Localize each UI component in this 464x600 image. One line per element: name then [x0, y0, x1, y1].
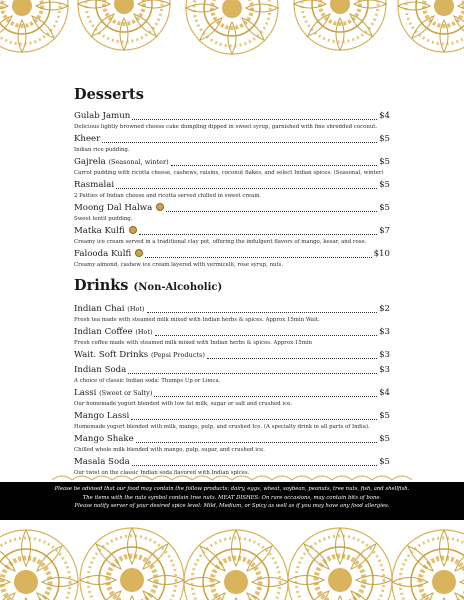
drinks-list — [74, 304, 390, 477]
menu-item — [74, 180, 390, 200]
menu-item — [74, 226, 390, 246]
menu-item-name — [74, 249, 143, 260]
notice-gold-trim — [52, 472, 412, 482]
menu-item-description: Carrot pudding with ricotta cheese, cashews, raisins, coconut flakes, and select Indian spices. (Seasonal, winter) — [74, 170, 384, 176]
menu-item-name-text: Kheer — [74, 134, 101, 144]
menu-item-description: 2 Patties of Indian cheese and ricotta served chilled in sweet cream. — [74, 193, 262, 199]
menu-item-row — [74, 388, 390, 399]
menu-item-row — [74, 249, 390, 260]
menu-item-price: $3 — [379, 327, 390, 337]
menu-item-description: Fresh tea made with steamed milk mixed with Indian herbs & spices. Approx 15min Wait. — [74, 317, 320, 323]
menu-item-price: $4 — [379, 388, 390, 398]
menu-item-name-text: Gulab Jamun — [74, 111, 131, 121]
menu-item-name-text: Falooda Kulfi — [74, 249, 132, 259]
dot-leader — [132, 465, 377, 466]
menu-item — [74, 157, 390, 177]
allergy-notice — [0, 482, 464, 520]
notice-line-3: Please notify server of your desired spice level: Mild, Medium, or Spicy as well as if you may have any food allergies. — [74, 503, 390, 510]
menu-item-row — [74, 350, 390, 361]
menu-item-note: (Pepsi Products) — [150, 351, 205, 359]
dot-leader — [155, 335, 377, 336]
top-ornament-graphic — [0, 0, 464, 62]
menu-item-name — [74, 411, 129, 422]
menu-item-name — [74, 111, 130, 122]
menu-item — [74, 365, 390, 385]
nut-icon — [156, 203, 164, 211]
menu-item-name — [74, 304, 145, 315]
dot-leader — [145, 257, 371, 258]
menu-item-row — [74, 157, 390, 168]
nut-icon — [135, 249, 143, 257]
menu-item-name — [74, 327, 153, 338]
nut-icon — [129, 226, 137, 234]
menu-item-price: $5 — [379, 411, 390, 421]
menu-item-name-text: Indian Coffee — [74, 327, 133, 337]
menu-item-price: $3 — [379, 365, 390, 375]
menu-item-name-text: Mango Shake — [74, 434, 134, 444]
menu-item-note: (Hot) — [135, 328, 153, 336]
menu-item-name — [74, 457, 130, 468]
dot-leader — [166, 211, 377, 212]
drinks-subtitle: (Non-Alcoholic) — [133, 282, 223, 293]
dot-leader — [154, 396, 377, 397]
dot-leader — [136, 442, 377, 443]
menu-item-row — [74, 180, 390, 191]
drinks-title — [74, 277, 390, 296]
menu-item — [74, 203, 390, 223]
menu-item-description: Delicious lightly browned cheese cake dumpling dipped in sweet syrup, garnished with fine shredded coconut. — [74, 124, 378, 130]
menu-item-note: (Seasonal, winter) — [108, 158, 169, 166]
menu-item-name-text: Mango Lassi — [74, 411, 130, 421]
menu-item-name — [74, 350, 205, 361]
dot-leader — [171, 165, 377, 166]
menu-item-price: $5 — [379, 434, 390, 444]
menu-item-price: $2 — [379, 304, 390, 314]
menu-item — [74, 434, 390, 454]
menu-item-name-text: Matka Kulfi — [74, 226, 125, 236]
menu-item-name — [74, 226, 137, 237]
menu-item-name-text: Masala Soda — [74, 457, 130, 467]
notice-line-2: The items with the nuts symbol contain tree nuts. MEAT DISHES: On rare occasions, may contain bits of bone. — [82, 494, 382, 501]
menu-item-description: Indian rice pudding. — [74, 147, 130, 153]
menu-item-name-text: Indian Chai — [74, 304, 125, 314]
dot-leader — [207, 358, 377, 359]
menu-item-row — [74, 457, 390, 468]
menu-item-name-text: Moong Dal Halwa — [74, 203, 153, 213]
menu-item — [74, 327, 390, 347]
menu-item-price: $5 — [379, 134, 390, 144]
drinks-section — [74, 277, 390, 477]
menu-item — [74, 304, 390, 324]
menu-item-name — [74, 180, 114, 191]
menu-item-name-text: Indian Soda — [74, 365, 127, 375]
menu-item-row — [74, 203, 390, 214]
dot-leader — [139, 234, 377, 235]
menu-item-row — [74, 434, 390, 445]
menu-item-price: $7 — [379, 226, 390, 236]
desserts-list — [74, 111, 390, 269]
menu-item-name-text: Lassi — [74, 388, 97, 398]
menu-item-row — [74, 226, 390, 237]
menu-item-row — [74, 111, 390, 122]
menu-content — [74, 86, 390, 480]
menu-item-name — [74, 203, 164, 214]
dot-leader — [128, 373, 377, 374]
desserts-title — [74, 86, 390, 103]
bottom-ornament-graphic — [0, 520, 464, 600]
menu-item-row — [74, 327, 390, 338]
menu-item-name — [74, 134, 100, 145]
menu-item-description: Homemade yogurt blended with milk, mango, pulp, and crushed Ice. (A specialty drink in all parts of India). — [74, 424, 370, 430]
dot-leader — [132, 119, 377, 120]
menu-item-price: $5 — [379, 157, 390, 167]
menu-item — [74, 111, 390, 131]
menu-item-row — [74, 411, 390, 422]
menu-item-row — [74, 304, 390, 315]
menu-item-price: $3 — [379, 350, 390, 360]
menu-item-row — [74, 134, 390, 145]
menu-item-description: Creamy ice cream served in a traditional clay pot, offering the indulgent flavors of mango, kesar, and rose. — [74, 239, 367, 245]
menu-item-price: $10 — [373, 249, 390, 259]
top-mandala-border — [0, 0, 464, 62]
menu-item-note: (Sweet or Salty) — [99, 389, 153, 397]
menu-item-name-text: Wait. Soft Drinks — [74, 350, 149, 360]
dot-leader — [116, 188, 377, 189]
menu-item — [74, 411, 390, 431]
menu-item-name — [74, 388, 152, 399]
menu-item-row — [74, 365, 390, 376]
menu-item-price: $5 — [379, 457, 390, 467]
menu-item-name — [74, 365, 126, 376]
menu-item — [74, 388, 390, 408]
dot-leader — [102, 142, 377, 143]
menu-item-price: $4 — [379, 111, 390, 121]
desserts-title-text: Desserts — [74, 86, 144, 103]
menu-item-price: $5 — [379, 180, 390, 190]
menu-item-description: Chilled whole milk blended with mango, pulp, sugar, and crushed ice. — [74, 447, 265, 453]
menu-item-description: A choice of classic Indian soda: Thumps Up or Limca. — [74, 378, 221, 384]
menu-item-description: Our homemade yogurt blended with low fat milk, sugar or salt and crushed ice. — [74, 401, 292, 407]
menu-item-name — [74, 434, 134, 445]
menu-item-description: Fresh coffee made with steamed milk mixed with Indian herbs & spices. Approx 15min — [74, 340, 313, 346]
menu-item-name-text: Gajrela — [74, 157, 106, 167]
notice-line-1: Please be advised that our food may contain the follow products: dairy, eggs, wheat, soybean, peanuts, tree nuts, fish, and shellfish. — [54, 486, 410, 492]
dot-leader — [131, 419, 377, 420]
drinks-title-text: Drinks — [74, 277, 129, 294]
menu-item-name-text: Rasmalai — [74, 180, 115, 190]
menu-item-description: Sweet lentil pudding. — [74, 216, 133, 222]
menu-item — [74, 134, 390, 154]
bottom-mandala-border — [0, 520, 464, 600]
dot-leader — [147, 312, 378, 313]
desserts-section — [74, 86, 390, 269]
menu-item — [74, 350, 390, 361]
menu-item-description: Our twist on the classic Indian soda flavored with Indian spices. — [74, 470, 250, 476]
menu-item-price: $5 — [379, 203, 390, 213]
menu-item-note: (Hot) — [127, 305, 145, 313]
menu-item — [74, 249, 390, 269]
menu-item-description: Creamy almond, cashew ice cream layered with vermicelli, rose syrup, nuts. — [74, 262, 284, 268]
menu-item-name — [74, 157, 169, 168]
